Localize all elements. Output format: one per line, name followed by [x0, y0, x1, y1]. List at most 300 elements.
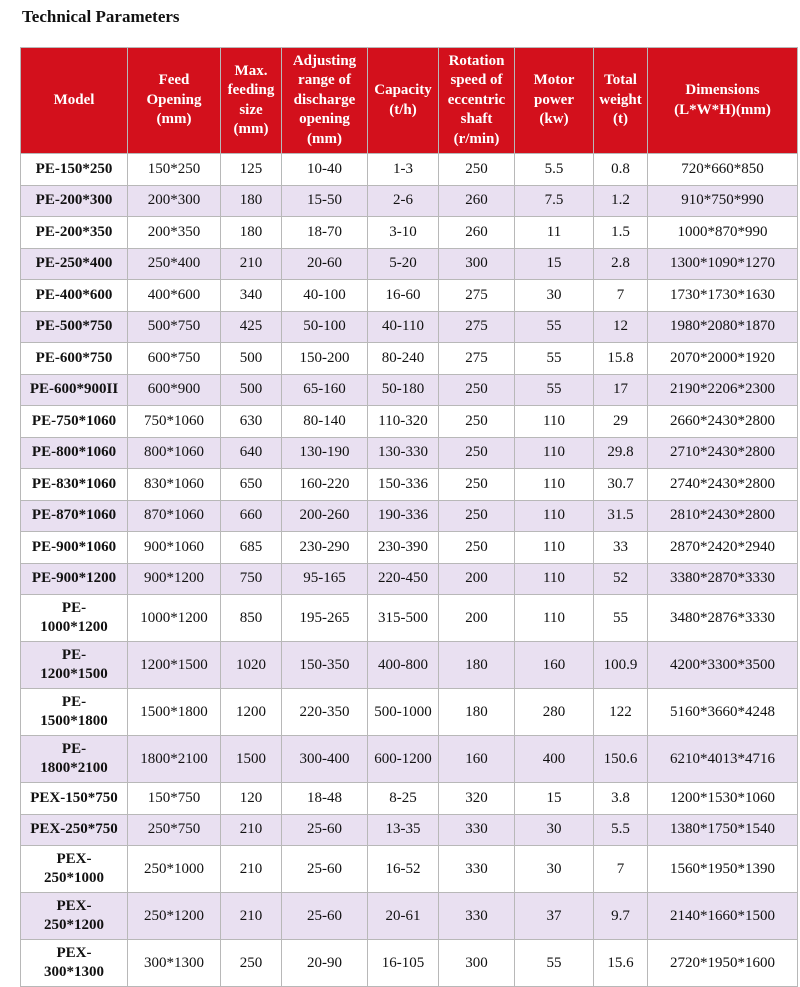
cell-model — [21, 893, 128, 940]
header-adjusting-range — [282, 48, 368, 154]
cell-feed-opening: 250*400 — [128, 248, 221, 280]
cell-dimensions: 1980*2080*1870 — [648, 311, 798, 343]
cell-max-feeding-size: 210 — [221, 248, 282, 280]
table-row — [21, 940, 798, 987]
model-line: 300*1300 — [44, 964, 104, 980]
table-row — [21, 374, 798, 406]
cell-feed-opening: 500*750 — [128, 311, 221, 343]
cell-max-feeding-size: 660 — [221, 500, 282, 532]
cell-adjusting-range: 150-200 — [282, 343, 368, 375]
cell-dimensions: 4200*3300*3500 — [648, 642, 798, 689]
cell-motor-power: 110 — [515, 406, 594, 438]
header-max-feeding-size — [221, 48, 282, 154]
cell-feed-opening: 300*1300 — [128, 940, 221, 987]
cell-motor-power: 280 — [515, 689, 594, 736]
cell-max-feeding-size: 750 — [221, 563, 282, 595]
cell-adjusting-range: 65-160 — [282, 374, 368, 406]
cell-total-weight: 17 — [594, 374, 648, 406]
cell-total-weight: 150.6 — [594, 736, 648, 783]
parameters-table — [20, 47, 798, 987]
header-capacity — [368, 48, 439, 154]
cell-dimensions: 5160*3660*4248 — [648, 689, 798, 736]
cell-model — [21, 736, 128, 783]
cell-dimensions: 1380*1750*1540 — [648, 814, 798, 846]
cell-motor-power: 30 — [515, 814, 594, 846]
cell-model — [21, 217, 128, 249]
cell-feed-opening: 200*350 — [128, 217, 221, 249]
model-line: PE-250*400 — [35, 255, 113, 272]
cell-capacity: 400-800 — [368, 642, 439, 689]
model-line: PE- — [61, 741, 87, 757]
cell-rotation-speed: 160 — [439, 736, 515, 783]
model-line: PE-500*750 — [35, 318, 113, 335]
model-line: PE-830*1060 — [31, 475, 117, 492]
cell-total-weight: 2.8 — [594, 248, 648, 280]
cell-dimensions: 1730*1730*1630 — [648, 280, 798, 312]
cell-rotation-speed: 300 — [439, 940, 515, 987]
table-row — [21, 437, 798, 469]
cell-total-weight: 9.7 — [594, 893, 648, 940]
cell-total-weight: 52 — [594, 563, 648, 595]
cell-dimensions: 1300*1090*1270 — [648, 248, 798, 280]
cell-capacity: 3-10 — [368, 217, 439, 249]
cell-feed-opening: 1800*2100 — [128, 736, 221, 783]
cell-adjusting-range: 25-60 — [282, 893, 368, 940]
header-line: Capacity — [374, 82, 432, 98]
cell-rotation-speed: 250 — [439, 500, 515, 532]
cell-total-weight: 100.9 — [594, 642, 648, 689]
cell-capacity: 150-336 — [368, 469, 439, 501]
cell-rotation-speed: 180 — [439, 642, 515, 689]
model-line: PEX- — [56, 898, 92, 914]
cell-model — [21, 689, 128, 736]
cell-feed-opening: 870*1060 — [128, 500, 221, 532]
model-line: PE-900*1060 — [31, 538, 117, 555]
cell-rotation-speed: 260 — [439, 185, 515, 217]
cell-motor-power: 37 — [515, 893, 594, 940]
cell-max-feeding-size: 210 — [221, 814, 282, 846]
cell-adjusting-range: 130-190 — [282, 437, 368, 469]
cell-dimensions: 2190*2206*2300 — [648, 374, 798, 406]
cell-dimensions: 3380*2870*3330 — [648, 563, 798, 595]
cell-model — [21, 469, 128, 501]
cell-dimensions: 2660*2430*2800 — [648, 406, 798, 438]
cell-motor-power: 110 — [515, 437, 594, 469]
cell-dimensions: 2720*1950*1600 — [648, 940, 798, 987]
cell-capacity: 315-500 — [368, 595, 439, 642]
header-line: Max. — [234, 62, 268, 79]
header-line: speed of — [450, 72, 503, 89]
header-line: Rotation — [448, 52, 505, 69]
cell-max-feeding-size: 180 — [221, 185, 282, 217]
model-line: PE-200*350 — [35, 223, 113, 240]
model-line: 1500*1800 — [40, 713, 108, 729]
model-line: 1000*1200 — [40, 619, 108, 635]
cell-model — [21, 185, 128, 217]
cell-motor-power: 110 — [515, 532, 594, 564]
cell-adjusting-range: 20-90 — [282, 940, 368, 987]
cell-dimensions: 910*750*990 — [648, 185, 798, 217]
header-model — [21, 48, 128, 154]
table-row — [21, 563, 798, 595]
cell-capacity: 16-105 — [368, 940, 439, 987]
cell-feed-opening: 830*1060 — [128, 469, 221, 501]
model-line: PE-800*1060 — [31, 444, 117, 461]
cell-rotation-speed: 330 — [439, 846, 515, 893]
model-line: PE-400*600 — [35, 286, 113, 303]
cell-adjusting-range: 20-60 — [282, 248, 368, 280]
model-line: PE-870*1060 — [31, 507, 117, 524]
cell-total-weight: 29 — [594, 406, 648, 438]
cell-dimensions: 1200*1530*1060 — [648, 783, 798, 815]
cell-capacity: 80-240 — [368, 343, 439, 375]
cell-total-weight: 122 — [594, 689, 648, 736]
cell-capacity: 5-20 — [368, 248, 439, 280]
cell-capacity: 1-3 — [368, 154, 439, 186]
table-row — [21, 469, 798, 501]
cell-adjusting-range: 95-165 — [282, 563, 368, 595]
header-dimensions — [648, 48, 798, 154]
cell-adjusting-range: 230-290 — [282, 532, 368, 564]
header-line: power — [534, 91, 574, 108]
header-line: Motor — [533, 72, 575, 89]
table-row — [21, 642, 798, 689]
cell-feed-opening: 1000*1200 — [128, 595, 221, 642]
model-line: 250*1000 — [44, 870, 104, 886]
cell-motor-power: 30 — [515, 280, 594, 312]
cell-motor-power: 5.5 — [515, 154, 594, 186]
cell-max-feeding-size: 650 — [221, 469, 282, 501]
cell-motor-power: 110 — [515, 500, 594, 532]
cell-max-feeding-size: 685 — [221, 532, 282, 564]
cell-total-weight: 7 — [594, 280, 648, 312]
cell-rotation-speed: 250 — [439, 406, 515, 438]
cell-total-weight: 15.6 — [594, 940, 648, 987]
cell-motor-power: 110 — [515, 469, 594, 501]
cell-model — [21, 311, 128, 343]
page-title: Technical Parameters — [22, 7, 180, 26]
cell-model — [21, 940, 128, 987]
header-line: opening — [299, 111, 350, 128]
table-row — [21, 893, 798, 940]
cell-feed-opening: 150*750 — [128, 783, 221, 815]
table-row — [21, 532, 798, 564]
cell-adjusting-range: 80-140 — [282, 406, 368, 438]
cell-dimensions: 2810*2430*2800 — [648, 500, 798, 532]
cell-total-weight: 55 — [594, 595, 648, 642]
model-line: PEX-250*750 — [30, 821, 118, 838]
cell-feed-opening: 1200*1500 — [128, 642, 221, 689]
cell-motor-power: 55 — [515, 374, 594, 406]
cell-model — [21, 500, 128, 532]
table-row — [21, 689, 798, 736]
cell-max-feeding-size: 850 — [221, 595, 282, 642]
cell-capacity: 40-110 — [368, 311, 439, 343]
model-line: PE-200*300 — [35, 192, 113, 209]
cell-feed-opening: 250*1200 — [128, 893, 221, 940]
cell-capacity: 50-180 — [368, 374, 439, 406]
table-row — [21, 846, 798, 893]
header-line: Feed — [158, 72, 190, 89]
cell-rotation-speed: 180 — [439, 689, 515, 736]
model-line: 1800*2100 — [40, 760, 108, 776]
cell-capacity: 190-336 — [368, 500, 439, 532]
table-row — [21, 248, 798, 280]
header-rotation-speed — [439, 48, 515, 154]
cell-rotation-speed: 250 — [439, 154, 515, 186]
cell-total-weight: 31.5 — [594, 500, 648, 532]
cell-feed-opening: 600*750 — [128, 343, 221, 375]
cell-model — [21, 154, 128, 186]
cell-motor-power: 11 — [515, 217, 594, 249]
cell-adjusting-range: 25-60 — [282, 814, 368, 846]
cell-adjusting-range: 195-265 — [282, 595, 368, 642]
header-line: (kw) — [539, 111, 569, 128]
cell-dimensions: 720*660*850 — [648, 154, 798, 186]
cell-dimensions: 1560*1950*1390 — [648, 846, 798, 893]
cell-max-feeding-size: 1200 — [221, 689, 282, 736]
cell-rotation-speed: 275 — [439, 343, 515, 375]
cell-model — [21, 437, 128, 469]
cell-motor-power: 30 — [515, 846, 594, 893]
cell-rotation-speed: 200 — [439, 563, 515, 595]
cell-capacity: 500-1000 — [368, 689, 439, 736]
cell-max-feeding-size: 180 — [221, 217, 282, 249]
header-line: weight — [599, 91, 642, 108]
cell-model — [21, 248, 128, 280]
header-feed-opening — [128, 48, 221, 154]
cell-adjusting-range: 18-70 — [282, 217, 368, 249]
cell-motor-power: 7.5 — [515, 185, 594, 217]
cell-model — [21, 783, 128, 815]
cell-capacity: 130-330 — [368, 437, 439, 469]
cell-dimensions: 1000*870*990 — [648, 217, 798, 249]
model-line: PE-600*750 — [35, 349, 113, 366]
cell-adjusting-range: 18-48 — [282, 783, 368, 815]
cell-total-weight: 30.7 — [594, 469, 648, 501]
cell-adjusting-range: 10-40 — [282, 154, 368, 186]
cell-motor-power: 55 — [515, 940, 594, 987]
cell-max-feeding-size: 210 — [221, 893, 282, 940]
cell-capacity: 220-450 — [368, 563, 439, 595]
cell-total-weight: 7 — [594, 846, 648, 893]
cell-motor-power: 55 — [515, 343, 594, 375]
cell-motor-power: 15 — [515, 248, 594, 280]
header-line: discharge — [293, 91, 356, 108]
cell-model — [21, 814, 128, 846]
cell-adjusting-range: 150-350 — [282, 642, 368, 689]
cell-dimensions: 2870*2420*2940 — [648, 532, 798, 564]
cell-model — [21, 846, 128, 893]
cell-capacity: 16-60 — [368, 280, 439, 312]
cell-rotation-speed: 320 — [439, 783, 515, 815]
model-line: PE-750*1060 — [31, 412, 117, 429]
cell-rotation-speed: 250 — [439, 374, 515, 406]
model-line: PEX- — [56, 851, 92, 867]
header-line: size — [239, 101, 263, 118]
header-line: Model — [53, 91, 95, 108]
model-line: PE-150*250 — [35, 160, 113, 177]
table-row — [21, 814, 798, 846]
cell-max-feeding-size: 500 — [221, 343, 282, 375]
header-line: (mm) — [307, 130, 342, 147]
cell-adjusting-range: 40-100 — [282, 280, 368, 312]
header-line: Opening — [146, 91, 202, 108]
table-row — [21, 343, 798, 375]
header-line: eccentric — [447, 91, 506, 108]
cell-adjusting-range: 200-260 — [282, 500, 368, 532]
cell-feed-opening: 900*1060 — [128, 532, 221, 564]
cell-total-weight: 0.8 — [594, 154, 648, 186]
header-line: Dimensions — [685, 82, 760, 98]
cell-rotation-speed: 330 — [439, 814, 515, 846]
table-row — [21, 783, 798, 815]
cell-feed-opening: 200*300 — [128, 185, 221, 217]
model-line: PEX-150*750 — [30, 789, 118, 806]
model-line: PEX- — [56, 945, 92, 961]
header-motor-power — [515, 48, 594, 154]
cell-adjusting-range: 25-60 — [282, 846, 368, 893]
cell-model — [21, 406, 128, 438]
cell-max-feeding-size: 425 — [221, 311, 282, 343]
header-line: (mm) — [233, 121, 269, 137]
cell-max-feeding-size: 340 — [221, 280, 282, 312]
table-row — [21, 185, 798, 217]
cell-motor-power: 110 — [515, 595, 594, 642]
cell-total-weight: 15.8 — [594, 343, 648, 375]
cell-capacity: 20-61 — [368, 893, 439, 940]
cell-rotation-speed: 275 — [439, 311, 515, 343]
cell-feed-opening: 250*750 — [128, 814, 221, 846]
cell-model — [21, 280, 128, 312]
cell-dimensions: 3480*2876*3330 — [648, 595, 798, 642]
cell-feed-opening: 600*900 — [128, 374, 221, 406]
cell-max-feeding-size: 640 — [221, 437, 282, 469]
cell-total-weight: 5.5 — [594, 814, 648, 846]
header-line: Total — [604, 72, 637, 89]
cell-motor-power: 160 — [515, 642, 594, 689]
cell-max-feeding-size: 250 — [221, 940, 282, 987]
cell-adjusting-range: 15-50 — [282, 185, 368, 217]
cell-model — [21, 642, 128, 689]
table-row — [21, 595, 798, 642]
cell-max-feeding-size: 210 — [221, 846, 282, 893]
cell-total-weight: 33 — [594, 532, 648, 564]
cell-max-feeding-size: 120 — [221, 783, 282, 815]
header-line: (r/min) — [453, 130, 500, 147]
cell-capacity: 230-390 — [368, 532, 439, 564]
cell-motor-power: 400 — [515, 736, 594, 783]
model-line: PE-600*900II — [29, 381, 119, 398]
cell-feed-opening: 800*1060 — [128, 437, 221, 469]
header-total-weight — [594, 48, 648, 154]
cell-total-weight: 1.5 — [594, 217, 648, 249]
header-line: (L*W*H)(mm) — [674, 101, 771, 118]
cell-motor-power: 55 — [515, 311, 594, 343]
cell-total-weight: 29.8 — [594, 437, 648, 469]
cell-dimensions: 2140*1660*1500 — [648, 893, 798, 940]
header-line: range of — [298, 72, 351, 89]
cell-max-feeding-size: 1500 — [221, 736, 282, 783]
cell-max-feeding-size: 630 — [221, 406, 282, 438]
cell-capacity: 16-52 — [368, 846, 439, 893]
cell-adjusting-range: 50-100 — [282, 311, 368, 343]
cell-capacity: 13-35 — [368, 814, 439, 846]
cell-capacity: 110-320 — [368, 406, 439, 438]
cell-rotation-speed: 275 — [439, 280, 515, 312]
cell-rotation-speed: 250 — [439, 469, 515, 501]
cell-rotation-speed: 330 — [439, 893, 515, 940]
cell-dimensions: 2740*2430*2800 — [648, 469, 798, 501]
model-line: PE-900*1200 — [31, 570, 117, 587]
table-row — [21, 280, 798, 312]
cell-max-feeding-size: 500 — [221, 374, 282, 406]
cell-capacity: 8-25 — [368, 783, 439, 815]
header-line: (mm) — [156, 111, 192, 128]
cell-feed-opening: 750*1060 — [128, 406, 221, 438]
cell-dimensions: 2070*2000*1920 — [648, 343, 798, 375]
table-body — [21, 154, 798, 987]
header-line: Adjusting — [292, 52, 357, 69]
cell-rotation-speed: 250 — [439, 437, 515, 469]
cell-motor-power: 15 — [515, 783, 594, 815]
cell-max-feeding-size: 125 — [221, 154, 282, 186]
cell-rotation-speed: 250 — [439, 532, 515, 564]
cell-adjusting-range: 160-220 — [282, 469, 368, 501]
cell-motor-power: 110 — [515, 563, 594, 595]
cell-total-weight: 1.2 — [594, 185, 648, 217]
table-row — [21, 311, 798, 343]
model-line: PE- — [61, 600, 87, 616]
cell-feed-opening: 400*600 — [128, 280, 221, 312]
table-row — [21, 217, 798, 249]
table-row — [21, 500, 798, 532]
cell-model — [21, 343, 128, 375]
cell-capacity: 2-6 — [368, 185, 439, 217]
model-line: PE- — [61, 694, 87, 710]
cell-total-weight: 3.8 — [594, 783, 648, 815]
header-line: shaft — [460, 111, 493, 128]
model-line: 250*1200 — [44, 917, 104, 933]
cell-feed-opening: 1500*1800 — [128, 689, 221, 736]
cell-model — [21, 374, 128, 406]
cell-model — [21, 563, 128, 595]
cell-rotation-speed: 300 — [439, 248, 515, 280]
cell-total-weight: 12 — [594, 311, 648, 343]
cell-rotation-speed: 200 — [439, 595, 515, 642]
table-row — [21, 736, 798, 783]
cell-model — [21, 595, 128, 642]
model-line: PE- — [61, 647, 87, 663]
cell-rotation-speed: 260 — [439, 217, 515, 249]
cell-feed-opening: 150*250 — [128, 154, 221, 186]
table-row — [21, 406, 798, 438]
table-row — [21, 154, 798, 186]
cell-dimensions: 6210*4013*4716 — [648, 736, 798, 783]
cell-feed-opening: 250*1000 — [128, 846, 221, 893]
cell-model — [21, 532, 128, 564]
model-line: 1200*1500 — [40, 666, 108, 682]
header-row — [21, 48, 798, 154]
header-line: (t/h) — [389, 101, 417, 118]
cell-dimensions: 2710*2430*2800 — [648, 437, 798, 469]
cell-max-feeding-size: 1020 — [221, 642, 282, 689]
cell-feed-opening: 900*1200 — [128, 563, 221, 595]
header-line: (t) — [613, 111, 628, 128]
cell-capacity: 600-1200 — [368, 736, 439, 783]
header-line: feeding — [227, 82, 275, 98]
cell-adjusting-range: 220-350 — [282, 689, 368, 736]
